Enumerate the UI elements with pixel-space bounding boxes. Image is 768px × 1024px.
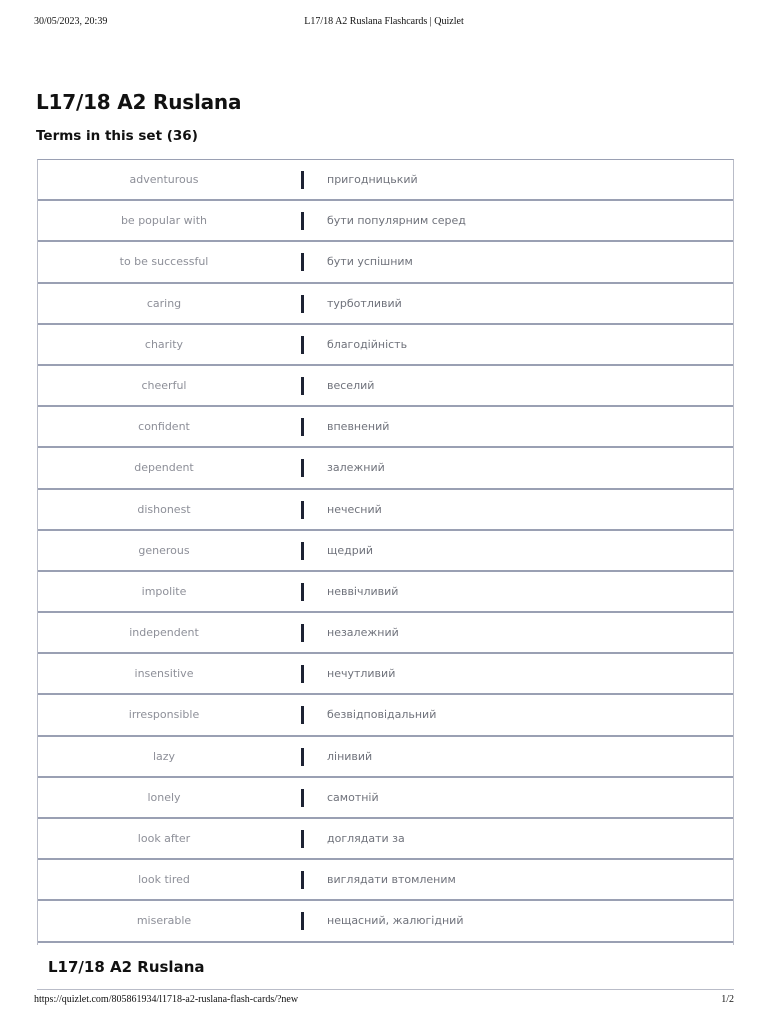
term-separator (301, 418, 304, 436)
term-word: charity (144, 337, 184, 351)
term-definition: бути успішним (327, 255, 413, 269)
term-definition: самотній (327, 790, 379, 804)
term-definition: нечесний (327, 502, 382, 516)
term-definition: безвідповідальний (327, 708, 437, 722)
term-separator (301, 501, 304, 519)
term-row (38, 242, 733, 283)
term-word: lazy (152, 749, 176, 763)
print-footer (0, 994, 768, 1008)
term-word: generous (138, 543, 190, 557)
terms-heading: Terms in this set (36) (36, 128, 198, 144)
term-separator (301, 624, 304, 642)
term-row (38, 448, 733, 489)
term-row (38, 737, 733, 778)
footer-set-title: L17/18 A2 Ruslana (48, 958, 205, 976)
term-row (38, 325, 733, 366)
term-separator (301, 789, 304, 807)
term-word: dependent (134, 461, 194, 475)
term-definition: доглядати за (327, 832, 405, 845)
set-title: L17/18 A2 Ruslana (36, 90, 242, 114)
print-page-title: L17/18 A2 Ruslana Flashcards | Quizlet (304, 16, 464, 27)
term-word: insensitive (134, 667, 194, 681)
term-word: miserable (136, 914, 192, 928)
term-row (38, 819, 733, 860)
term-definition: залежний (327, 461, 385, 475)
term-definition: благодійність (327, 337, 408, 351)
print-page-number: 1/2 (721, 994, 734, 1005)
term-separator (301, 871, 304, 889)
term-word: adventurous (129, 173, 199, 186)
term-separator (301, 665, 304, 683)
term-word: confident (138, 420, 190, 434)
term-row (38, 572, 733, 613)
term-row (38, 778, 733, 819)
term-definition: впевнений (327, 420, 390, 434)
term-row (38, 613, 733, 654)
term-separator (301, 459, 304, 477)
term-word: independent (129, 626, 199, 640)
footer-divider (37, 989, 734, 990)
term-definition: нещасний, жалюгідний (327, 914, 464, 928)
term-separator (301, 542, 304, 560)
term-definition: щедрий (327, 543, 374, 557)
term-definition: бути популярним серед (327, 214, 466, 228)
term-word: to be successful (119, 255, 209, 269)
term-row (38, 160, 733, 201)
term-word: cheerful (141, 378, 187, 392)
term-row (38, 201, 733, 242)
term-separator (301, 377, 304, 395)
term-row (38, 407, 733, 448)
term-row (38, 860, 733, 901)
term-word: be popular with (120, 214, 208, 228)
print-url: https://quizlet.com/805861934/l1718-a2-ruslana-flash-cards/?new (34, 994, 299, 1005)
term-row (38, 654, 733, 695)
term-definition: турботливий (327, 296, 402, 310)
term-separator (301, 212, 304, 230)
term-word: irresponsible (128, 708, 200, 722)
print-datetime: 30/05/2023, 20:39 (34, 16, 108, 27)
term-word: lonely (147, 790, 181, 804)
term-definition: виглядати втомленим (327, 873, 456, 887)
terms-list (37, 159, 734, 945)
term-definition: веселий (327, 378, 375, 392)
term-separator (301, 830, 304, 848)
term-word: dishonest (137, 502, 191, 516)
term-separator (301, 912, 304, 930)
term-word: look tired (138, 873, 190, 887)
term-word: caring (146, 296, 182, 310)
term-definition: незалежний (327, 626, 399, 640)
term-row (38, 490, 733, 531)
term-row (38, 695, 733, 736)
term-separator (301, 336, 304, 354)
term-separator (301, 295, 304, 313)
term-separator (301, 171, 304, 189)
term-word: look after (137, 832, 191, 845)
term-separator (301, 253, 304, 271)
term-row (38, 284, 733, 325)
term-separator (301, 748, 304, 766)
term-word: impolite (141, 584, 187, 598)
term-row (38, 901, 733, 942)
term-definition: пригодницький (327, 173, 418, 186)
print-header (0, 16, 768, 32)
term-definition: лінивий (327, 749, 373, 763)
term-definition: неввічливий (327, 584, 399, 598)
term-separator (301, 583, 304, 601)
term-row (38, 531, 733, 572)
term-row (38, 366, 733, 407)
term-definition: нечутливий (327, 667, 396, 681)
term-separator (301, 706, 304, 724)
